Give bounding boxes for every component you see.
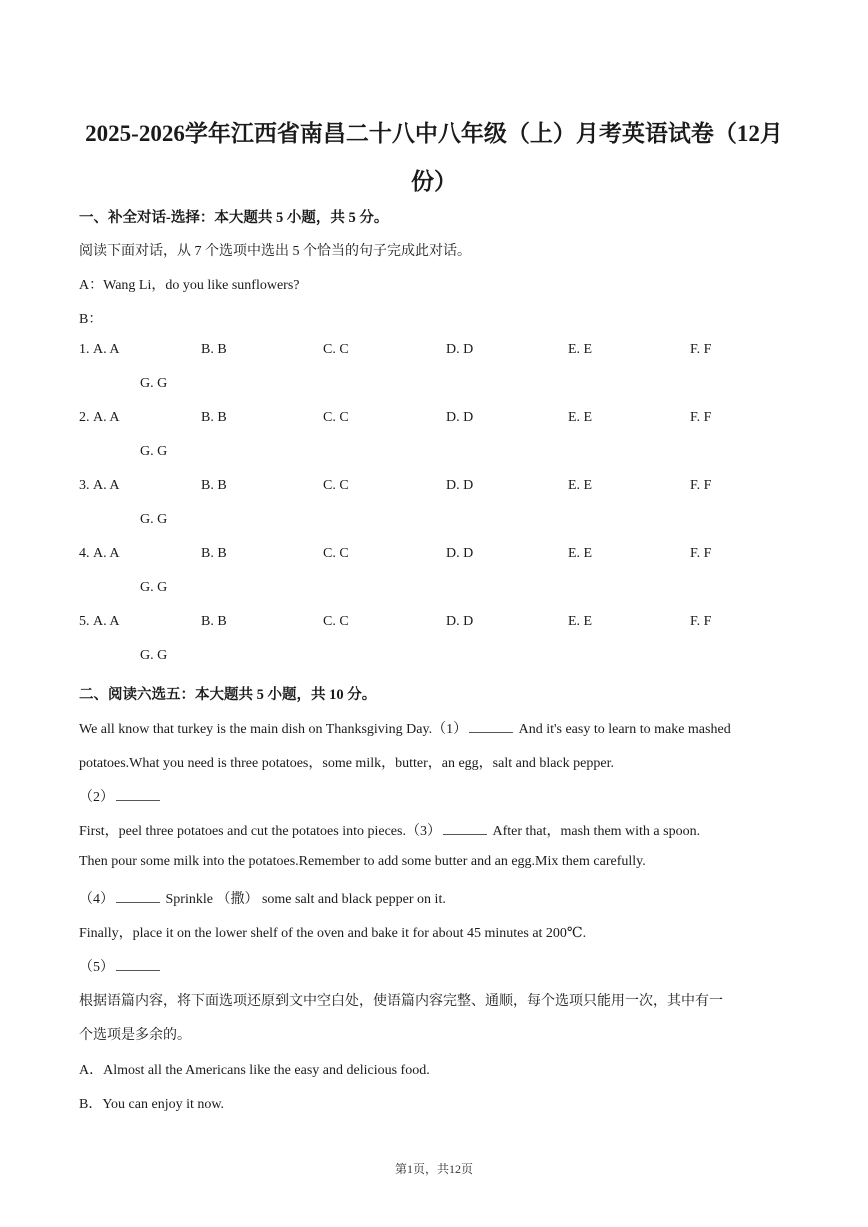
question-number: 4.	[79, 546, 90, 561]
option-a: A．Almost all the Americans like the easy and delicious food.	[79, 1063, 430, 1078]
section2-instruction-1: 根据语篇内容，将下面选项还原到文中空白处，使语篇内容完整、通顺，每个选项只能用一次，其中有一	[79, 994, 723, 1009]
answer-option: C. C	[323, 614, 349, 629]
answer-option: C. C	[323, 410, 349, 425]
answer-option: G. G	[140, 376, 168, 391]
answer-option: B. B	[201, 478, 227, 493]
answer-option: A. A	[93, 342, 120, 357]
answer-option: A. A	[93, 410, 120, 425]
passage-text: First，peel three potatoes and cut the potatoes into pieces.（3）	[79, 824, 441, 839]
question-row-continued	[0, 648, 868, 668]
answer-option: A. A	[93, 546, 120, 561]
answer-option: E. E	[568, 614, 593, 629]
page-title: 2025-2026学年江西省南昌二十八中八年级（上）月考英语试卷（12月份）	[85, 121, 783, 194]
answer-option: C. C	[323, 342, 349, 357]
section2-instruction-2: 个选项是多余的。	[79, 1028, 191, 1043]
passage-line-6	[79, 888, 446, 908]
passage-line-7: Finally，place it on the lower shelf of the oven and bake it for about 45 minutes at 200℃.	[79, 926, 587, 941]
answer-option: D. D	[446, 478, 474, 493]
passage-line-2: potatoes.What you need is three potatoes，some milk，butter，an egg，salt and black pepper.	[79, 756, 614, 771]
question-row	[0, 546, 868, 566]
question-row	[0, 342, 868, 362]
passage-text: We all know that turkey is the main dish on Thanksgiving Day.（1）	[79, 722, 468, 737]
passage-line-3	[79, 786, 162, 806]
dialogue-line-b: B：	[79, 312, 103, 327]
question-row-continued	[0, 512, 868, 532]
question-row	[0, 478, 868, 498]
answer-option: D. D	[446, 614, 474, 629]
answer-option: B. B	[201, 410, 227, 425]
answer-option: F. F	[690, 478, 712, 493]
answer-option: E. E	[568, 410, 593, 425]
blank-3	[443, 822, 487, 835]
page-footer: 第1页，共12页	[394, 1162, 473, 1176]
passage-line-1	[79, 718, 731, 738]
answer-option: G. G	[140, 580, 168, 595]
answer-option: F. F	[690, 342, 712, 357]
passage-text: After that，mash them with a spoon.	[492, 824, 701, 839]
answer-option: F. F	[690, 410, 712, 425]
question-row	[0, 410, 868, 430]
answer-option: B. B	[201, 546, 227, 561]
question-number: 2.	[79, 410, 90, 425]
question-row	[0, 614, 868, 634]
answer-option: A. A	[93, 614, 120, 629]
question-number: 3.	[79, 478, 90, 493]
dialogue-line-a: A：Wang Li，do you like sunflowers?	[79, 278, 300, 293]
answer-option: G. G	[140, 512, 168, 527]
question-row-continued	[0, 376, 868, 396]
answer-option: C. C	[323, 478, 349, 493]
answer-option: E. E	[568, 546, 593, 561]
passage-text: And it's easy to learn to make mashed	[518, 722, 731, 737]
section2-heading: 二、阅读六选五：本大题共 5 小题，共 10 分。	[79, 687, 377, 703]
question-number: 1.	[79, 342, 90, 357]
question-number: 5.	[79, 614, 90, 629]
blank-1	[469, 720, 513, 733]
answer-option: F. F	[690, 614, 712, 629]
blank-label: （4）	[79, 892, 114, 907]
section1-heading: 一、补全对话-选择：本大题共 5 小题，共 5 分。	[79, 210, 389, 226]
option-b: B．You can enjoy it now.	[79, 1097, 225, 1112]
answer-option: G. G	[140, 444, 168, 459]
answer-option: D. D	[446, 546, 474, 561]
question-row-continued	[0, 580, 868, 600]
question-row-continued	[0, 444, 868, 464]
answer-option: G. G	[140, 648, 168, 663]
answer-option: E. E	[568, 478, 593, 493]
answer-option: B. B	[201, 342, 227, 357]
passage-text: Sprinkle （撒） some salt and black pepper on it.	[165, 892, 446, 907]
answer-option: C. C	[323, 546, 349, 561]
passage-line-8	[79, 956, 162, 976]
blank-4	[116, 890, 160, 903]
section1-instruction: 阅读下面对话，从 7 个选项中选出 5 个恰当的句子完成此对话。	[79, 244, 471, 259]
answer-option: D. D	[446, 342, 474, 357]
blank-5	[116, 958, 160, 971]
answer-option: F. F	[690, 546, 712, 561]
passage-line-4	[79, 820, 700, 840]
answer-option: A. A	[93, 478, 120, 493]
blank-2	[116, 788, 160, 801]
answer-option: E. E	[568, 342, 593, 357]
answer-option: B. B	[201, 614, 227, 629]
blank-label: （2）	[79, 790, 114, 805]
passage-line-5: Then pour some milk into the potatoes.Remember to add some butter and an egg.Mix them carefully.	[79, 854, 646, 869]
blank-label: （5）	[79, 960, 114, 975]
answer-option: D. D	[446, 410, 474, 425]
